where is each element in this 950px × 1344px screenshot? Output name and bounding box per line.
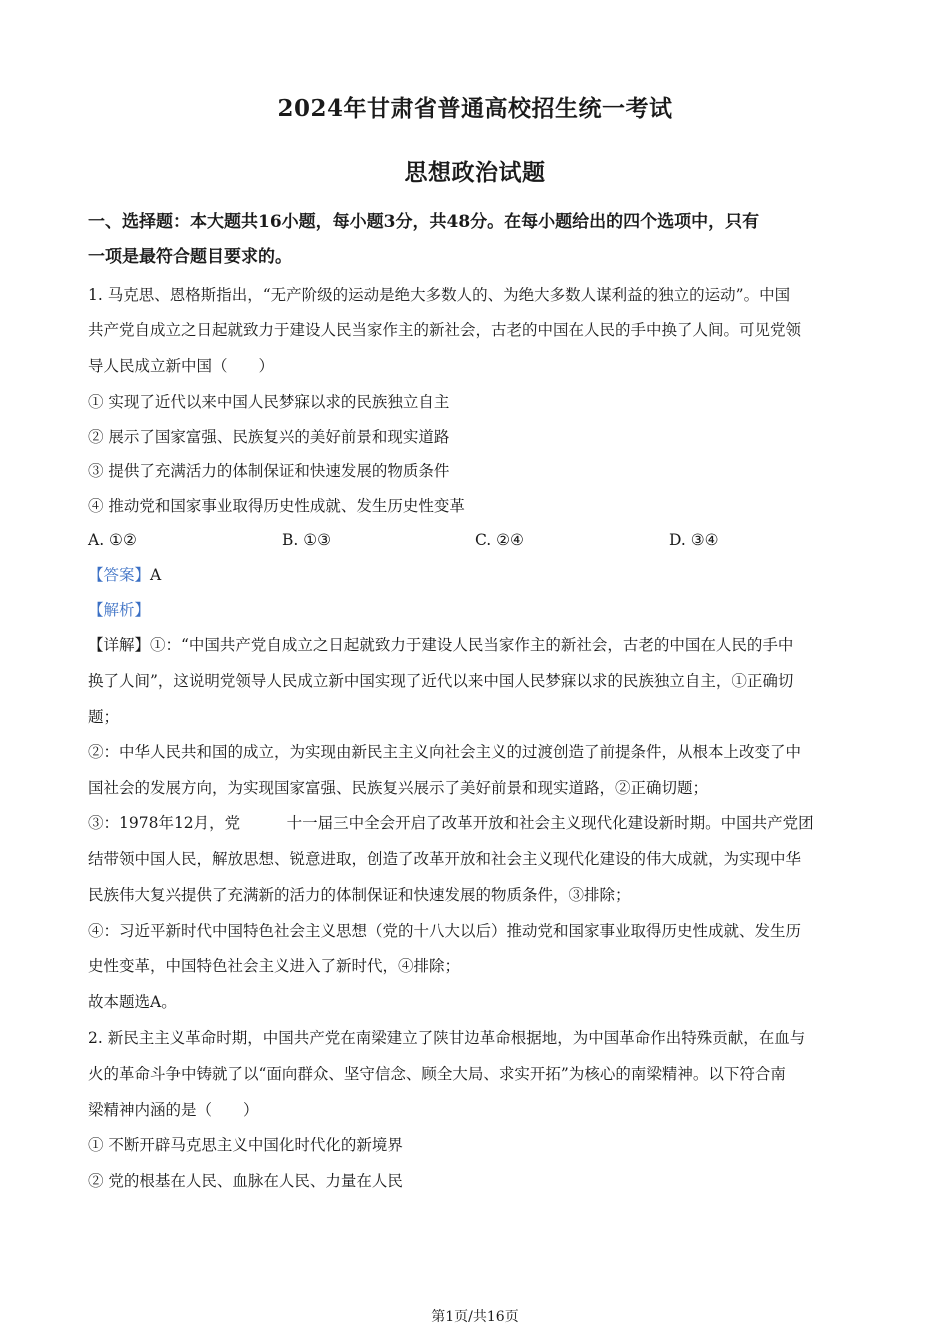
q1-answer-row xyxy=(88,564,868,586)
analysis-tag: 【解析】 xyxy=(88,601,151,619)
q1-detail-line3: 题； xyxy=(88,708,120,726)
q1-statement-1: ① 实现了近代以来中国人民梦寐以求的民族独立自主 xyxy=(88,393,450,411)
q1-statement-3: ③ 提供了充满活力的体制保证和快速发展的物质条件 xyxy=(88,462,450,480)
section-heading-line1: 一、选择题：本大题共16小题，每小题3分，共48分。在每小题给出的四个选项中，只有 xyxy=(88,212,760,232)
q1-stem-line2: 共产党自成立之日起就致力于建设人民当家作主的新社会，古老的中国在人民的手中换了人间。可见党领 xyxy=(88,321,802,339)
q1-detail-line7: 结带领中国人民，解放思想、锐意进取，创造了改革开放和社会主义现代化建设的伟大成就，为实现中华 xyxy=(88,850,802,868)
q1-detail-line11: 故本题选A。 xyxy=(88,993,177,1011)
q2-stem-line2: 火的革命斗争中铸就了以“面向群众、坚守信念、顾全大局、求实开拓”为核心的南梁精神。以下符合南 xyxy=(88,1065,786,1083)
q1-detail-line1: 【详解】①：“中国共产党自成立之日起就致力于建设人民当家作主的新社会，古老的中国在人民的手中 xyxy=(88,636,794,654)
q1-option-b: B. ①③ xyxy=(282,531,332,549)
q1-statement-2: ② 展示了国家富强、民族复兴的美好前景和现实道路 xyxy=(88,428,450,446)
q1-detail-line6: ③：1978年12月，党 十一届三中全会开启了改革开放和社会主义现代化建设新时期。中国共产党团 xyxy=(88,814,814,832)
q1-option-c: C. ②④ xyxy=(475,531,524,549)
answer-value: A xyxy=(150,566,162,584)
section-heading-line2: 一项是最符合题目要求的。 xyxy=(88,247,292,267)
exam-subtitle: 思想政治试题 xyxy=(404,159,546,186)
exam-title: 2024年甘肃省普通高校招生统一考试 xyxy=(277,95,673,122)
q1-detail-line4: ②：中华人民共和国的成立，为实现由新民主主义向社会主义的过渡创造了前提条件，从根本上改变了中 xyxy=(88,743,802,761)
q2-stem-line3: 梁精神内涵的是（ ） xyxy=(88,1101,259,1119)
q2-statement-2: ② 党的根基在人民、血脉在人民、力量在人民 xyxy=(88,1172,403,1190)
q1-option-d: D. ③④ xyxy=(669,531,719,549)
q1-detail-line2: 换了人间”，这说明党领导人民成立新中国实现了近代以来中国人民梦寐以求的民族独立自主，①正确切 xyxy=(88,672,794,690)
q1-stem-line1: 1. 马克思、恩格斯指出，“无产阶级的运动是绝大多数人的、为绝大多数人谋利益的独立的运动”。中国 xyxy=(88,286,791,304)
page-number-footer: 第1页/共16页 xyxy=(431,1309,519,1325)
q1-stem-line3: 导人民成立新中国（ ） xyxy=(88,357,275,375)
q1-detail-line5: 国社会的发展方向，为实现国家富强、民族复兴展示了美好前景和现实道路，②正确切题； xyxy=(88,779,709,797)
answer-tag: 【答案】 xyxy=(88,566,151,584)
q2-stem-line1: 2. 新民主主义革命时期，中国共产党在南梁建立了陕甘边革命根据地，为中国革命作出特殊贡献，在血与 xyxy=(88,1029,806,1047)
q1-detail-line8: 民族伟大复兴提供了充满新的活力的体制保证和快速发展的物质条件，③排除； xyxy=(88,886,631,904)
q1-detail-line9: ④：习近平新时代中国特色社会主义思想（党的十八大以后）推动党和国家事业取得历史性成就、发生历 xyxy=(88,922,802,940)
q1-option-a: A. ①② xyxy=(88,531,137,549)
q1-detail-line10: 史性变革，中国特色社会主义进入了新时代，④排除； xyxy=(88,957,461,975)
q1-statement-4: ④ 推动党和国家事业取得历史性成就、发生历史性变革 xyxy=(88,497,465,515)
q2-statement-1: ① 不断开辟马克思主义中国化时代化的新境界 xyxy=(88,1136,403,1154)
